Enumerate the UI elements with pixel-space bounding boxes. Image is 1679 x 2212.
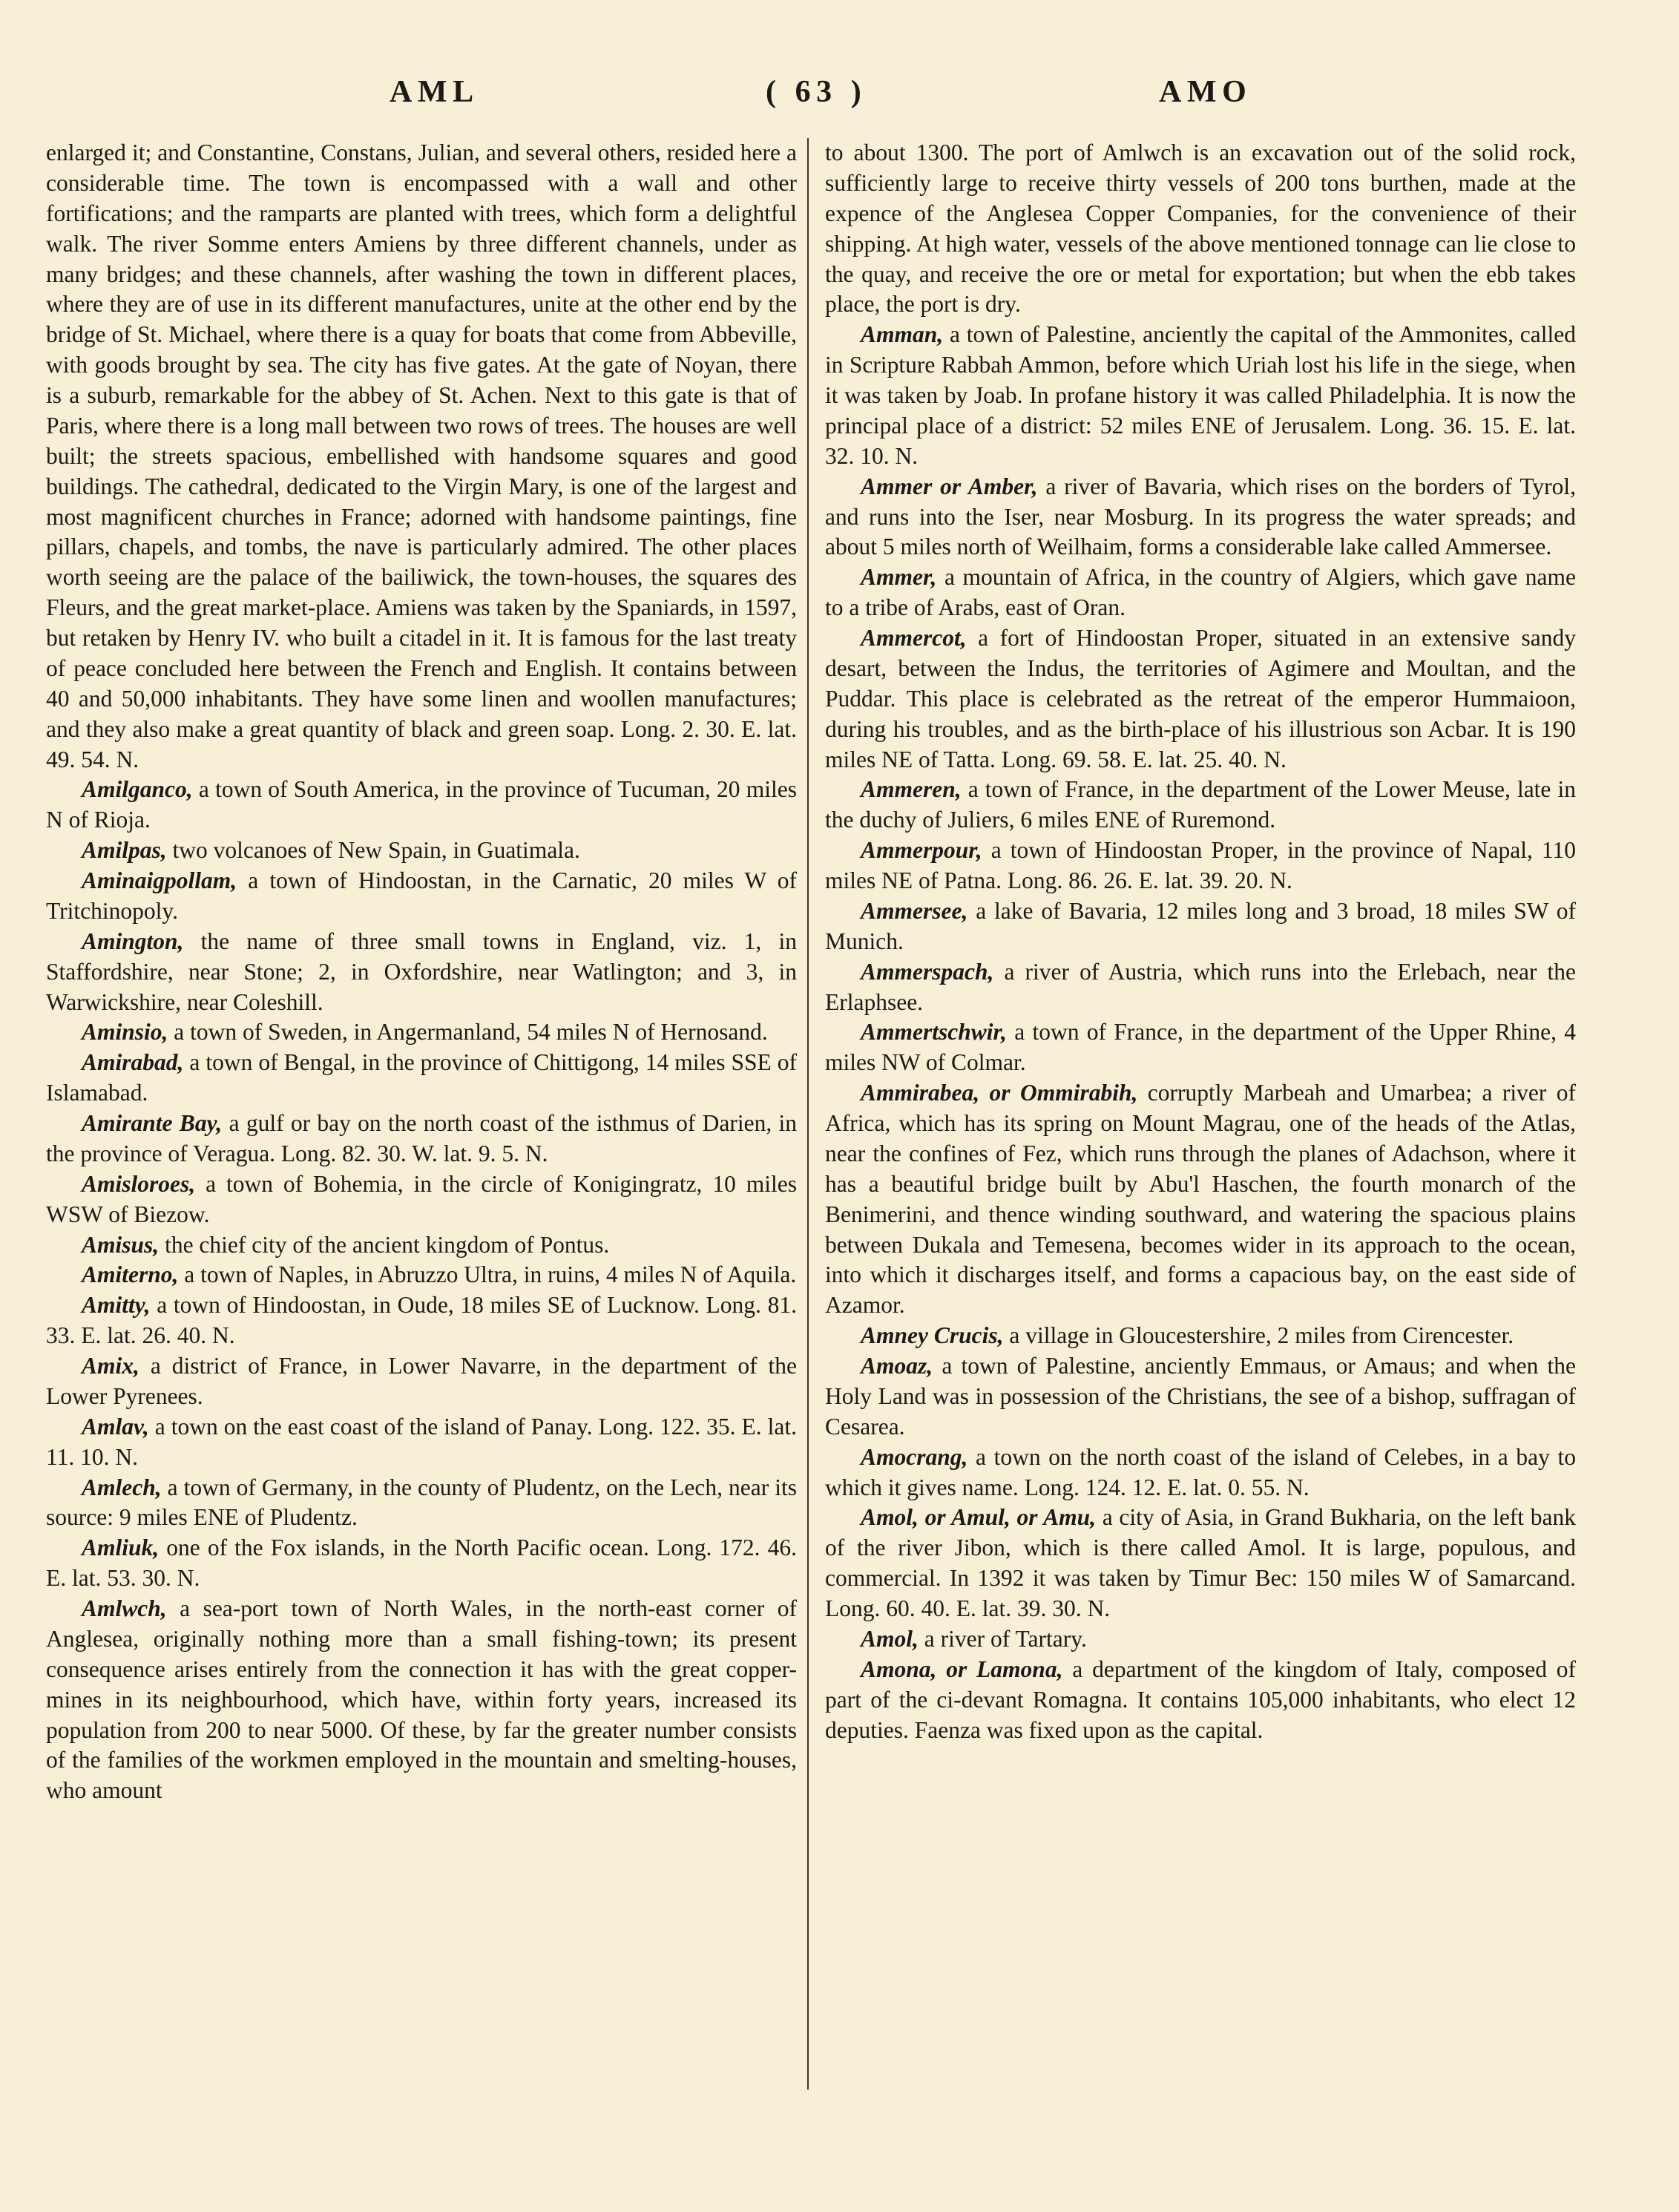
entry-text: to about 1300. The port of Amlwch is an excavation out of the solid rock, sufficiently large to receive thirty vessels of 200 tons burthen, made at the expence of the Anglesea Copper Companies, for the convenience of their shipping. At high water, vessels of the above mentioned tonnage can lie close to the quay, and receive the ore or metal for exportation; but when the ebb takes place, the port is dry. xyxy=(825,140,1576,318)
entry-headword: Amney Crucis, xyxy=(861,1322,1004,1349)
entry-text: a town on the north coast of the island of Celebes, in a bay to which it gives name. Long. 124. 12. E. lat. 0. 55. N. xyxy=(825,1443,1576,1500)
entry-headword: Amoaz, xyxy=(861,1353,933,1379)
dictionary-entry xyxy=(825,957,1576,1018)
entry-text: a river of Austria, which runs into the Erlebach, near the Erlaphsee. xyxy=(825,958,1576,1015)
entry-text: a town of Hindoostan, in Oude, 18 miles SE of Lucknow. Long. 81. 33. E. lat. 26. 40. N. xyxy=(46,1292,797,1349)
entry-text: a district of France, in Lower Navarre, in the department of the Lower Pyrenees. xyxy=(46,1353,797,1409)
entry-text: a mountain of Africa, in the country of Algiers, which gave name to a tribe of Arabs, east of Oran. xyxy=(825,564,1576,621)
dictionary-entry xyxy=(46,1290,797,1351)
entry-headword: Ammerpour, xyxy=(861,837,982,864)
dictionary-entry xyxy=(46,1017,797,1048)
column-divider xyxy=(807,138,809,2090)
dictionary-entry xyxy=(46,1412,797,1473)
entry-headword: Ammirabea, or Ommirabih, xyxy=(861,1080,1138,1106)
dictionary-entry xyxy=(825,1655,1576,1746)
entry-headword: Amol, or Amul, or Amu, xyxy=(861,1504,1097,1531)
entry-headword: Ammertschwir, xyxy=(861,1019,1007,1046)
dictionary-entry xyxy=(46,1109,797,1169)
dictionary-entry xyxy=(825,472,1576,563)
entry-headword: Amisus, xyxy=(82,1231,160,1258)
entry-text: a gulf or bay on the north coast of the isthmus of Darien, in the province of Veragua. Long. 82. 30. W. lat. 9. 5. N. xyxy=(46,1110,797,1166)
dictionary-entry xyxy=(46,927,797,1018)
entry-text: a city of Asia, in Grand Bukharia, on the left bank of the river Jibon, which is there called Amol. It is large, populous, and commercial. In 1392 it was taken by Timur Bec: 150 miles W of Samarcand. Long. 60. 40. E. lat. 39. 30. N. xyxy=(825,1504,1576,1621)
entry-text: a town of Hindoostan Proper, in the province of Napal, 110 miles NE of Patna. Long. 86. 26. E. lat. 39. 20. N. xyxy=(825,837,1576,893)
left-column xyxy=(46,138,797,2182)
entry-text: a lake of Bavaria, 12 miles long and 3 broad, 18 miles SW of Munich. xyxy=(825,897,1576,954)
dictionary-entry xyxy=(825,1017,1576,1078)
page-number: ( 63 ) xyxy=(766,75,867,109)
dictionary-entry xyxy=(46,1260,797,1290)
dictionary-entry xyxy=(46,1533,797,1594)
dictionary-entry xyxy=(825,1321,1576,1351)
entry-headword: Ammercot, xyxy=(861,625,967,651)
entry-headword: Amington, xyxy=(82,928,184,954)
entry-headword: Amman, xyxy=(861,321,944,348)
entry-headword: Ammersee, xyxy=(861,897,968,924)
dictionary-entry xyxy=(825,320,1576,471)
entry-text: a town on the east coast of the island of Panay. Long. 122. 35. E. lat. 11. 10. N. xyxy=(46,1413,797,1470)
dictionary-entry xyxy=(825,1503,1576,1624)
dictionary-entry xyxy=(46,1594,797,1806)
entry-headword: Amliuk, xyxy=(82,1535,160,1561)
entry-text: a town of Palestine, anciently the capital of the Ammonites, called in Scripture Rabbah Ammon, before which Uriah lost his life in the siege, when it was taken by Joab. In profane history it was called Philadelphia. It is now the principal place of a district: 52 miles ENE of Jerusalem. Long. 36. 15. E. lat. 32. 10. N. xyxy=(825,321,1576,469)
entry-headword: Amix, xyxy=(82,1353,139,1379)
entry-headword: Amona, or Lamona, xyxy=(861,1655,1063,1682)
dictionary-entry xyxy=(825,1078,1576,1321)
dictionary-entry xyxy=(825,775,1576,836)
dictionary-entry xyxy=(825,896,1576,957)
dictionary-entry xyxy=(825,836,1576,896)
dictionary-entry xyxy=(46,1351,797,1412)
header-left-guideword: AML xyxy=(390,75,479,109)
dictionary-entry xyxy=(825,1351,1576,1443)
entry-text: a town of Germany, in the county of Pludentz, on the Lech, near its source: 9 miles ENE of Pludentz. xyxy=(46,1474,797,1531)
dictionary-entry xyxy=(825,1624,1576,1655)
entry-headword: Ammeren, xyxy=(861,776,962,803)
dictionary-entry xyxy=(46,1048,797,1109)
entry-headword: Amitty, xyxy=(82,1292,151,1319)
entry-text: a river of Tartary. xyxy=(924,1625,1087,1652)
entry-text: a town of France, in the department of the Upper Rhine, 4 miles NW of Colmar. xyxy=(825,1019,1576,1076)
entry-text: a sea-port town of North Wales, in the north-east corner of Anglesea, originally nothing more than a small fishing-town; its present consequence arises entirely from the connection it has with the great copper-mines in its neighbourhood, which have, within forty years, increased its population from 200 to near 5000. Of these, by far the greater number consists of the families of the workmen employed in the mountain and smelting-houses, who amount xyxy=(46,1595,797,1804)
entry-text: a town of South America, in the province of Tucuman, 20 miles N of Rioja. xyxy=(46,776,797,833)
entry-headword: Amirabad, xyxy=(82,1049,184,1076)
dictionary-entry xyxy=(46,775,797,836)
dictionary-entry xyxy=(825,1443,1576,1503)
entry-headword: Amlech, xyxy=(82,1474,162,1500)
entry-text: a town of Sweden, in Angermanland, 54 miles N of Hernosand. xyxy=(174,1019,768,1046)
entry-headword: Amirante Bay, xyxy=(82,1110,223,1136)
entry-headword: Amocrang, xyxy=(861,1443,968,1470)
header-right-guideword: AMO xyxy=(1159,75,1252,109)
entry-headword: Amol, xyxy=(861,1625,919,1652)
entry-headword: Amlwch, xyxy=(82,1595,167,1621)
entry-text: one of the Fox islands, in the North Pacific ocean. Long. 172. 46. E. lat. 53. 30. N. xyxy=(46,1535,797,1592)
entry-text: a town of Palestine, anciently Emmaus, or Amaus; and when the Holy Land was in possession of the Christians, the see of a bishop, suffragan of Cesarea. xyxy=(825,1353,1576,1440)
entry-text: the name of three small towns in England, viz. 1, in Staffordshire, near Stone; 2, in Oxfordshire, near Watlington; and 3, in Warwickshire, near Coleshill. xyxy=(46,928,797,1015)
entry-text: a town of Bengal, in the province of Chittigong, 14 miles SSE of Islamabad. xyxy=(46,1049,797,1106)
entry-text: a village in Gloucestershire, 2 miles from Cirencester. xyxy=(1009,1322,1514,1349)
entry-headword: Aminsio, xyxy=(82,1019,168,1046)
entry-headword: Ammer or Amber, xyxy=(861,473,1038,499)
entry-text: a fort of Hindoostan Proper, situated in an extensive sandy desart, between the Indus, the territories of Agimere and Moultan, and the Puddar. This place is celebrated as the retreat of the emperor Hummaioon, during his troubles, and as the birth-place of his illustrious son Acbar. It is 190 miles NE of Tatta. Long. 69. 58. E. lat. 25. 40. N. xyxy=(825,625,1576,772)
entry-text: a department of the kingdom of Italy, composed of part of the ci-devant Romagna. It contains 105,000 inhabitants, who elect 12 deputies. Faenza was fixed upon as the capital. xyxy=(825,1655,1576,1743)
right-column xyxy=(825,138,1576,2182)
continued-entry xyxy=(46,138,797,775)
entry-headword: Amisloroes, xyxy=(82,1170,196,1197)
dictionary-entry xyxy=(46,866,797,927)
entry-text: enlarged it; and Constantine, Constans, Julian, and several others, resided here a considerable time. The town is encompassed with a wall and other fortifications; and the ramparts are planted with trees, which form a delightful walk. The river Somme enters Amiens by three different channels, under as many bridges; and these channels, after washing the town in different places, where they are of use in its different manufactures, unite at the other end by the bridge of St. Michael, where there is a quay for boats that come from Abbeville, with goods brought by sea. The city has five gates. At the gate of Noyan, there is a suburb, remarkable for the abbey of St. Achen. Next to this gate is that of Paris, where there is a long mall between two rows of trees. The houses are well built; the streets spacious, embellished with handsome squares and good buildings. The cathedral, dedicated to the Virgin Mary, is one of the largest and most magnificent churches in France; adorned with handsome paintings, fine pillars, chapels, and tombs, the nave is particularly admired. The other places worth seeing are the palace of the bailiwick, the town-houses, the squares des Fleurs, and the great market-place. Amiens was taken by the Spaniards, in 1597, but retaken by Henry IV. who built a citadel in it. It is famous for the last treaty of peace concluded here between the French and English. It contains between 40 and 50,000 inhabitants. They have some linen and woollen manufactures; and they also make a great quantity of black and green soap. Long. 2. 30. E. lat. 49. 54. N. xyxy=(46,140,797,772)
entry-headword: Ammerspach, xyxy=(861,958,994,985)
entry-headword: Ammer, xyxy=(861,564,937,591)
entry-text: a town of Hindoostan, in the Carnatic, 20 miles W of Tritchinopoly. xyxy=(46,867,797,924)
dictionary-entry xyxy=(46,1473,797,1534)
dictionary-entry xyxy=(46,1169,797,1230)
entry-headword: Amlav, xyxy=(82,1413,149,1440)
entry-headword: Aminaigpollam, xyxy=(82,867,237,893)
dictionary-entry xyxy=(46,836,797,866)
continued-entry xyxy=(825,138,1576,320)
entry-headword: Amilpas, xyxy=(82,837,167,864)
entry-text: a town of France, in the department of the Lower Meuse, late in the duchy of Juliers, 6 miles ENE of Ruremond. xyxy=(825,776,1576,833)
entry-headword: Amilganco, xyxy=(82,776,193,803)
dictionary-entry xyxy=(825,562,1576,623)
entry-text: a town of Naples, in Abruzzo Ultra, in ruins, 4 miles N of Aquila. xyxy=(184,1261,797,1288)
entry-text: a town of Bohemia, in the circle of Konigingratz, 10 miles WSW of Biezow. xyxy=(46,1170,797,1227)
entry-text: corruptly Marbeah and Umarbea; a river of Africa, which has its spring on Mount Magrau, one of the heads of the Atlas, near the confines of Fez, which runs through the planes of Adachson, where it has a beautiful bridge built by Abu'l Haschen, the fourth monarch of the Benimerini, and thence winding southward, and watering the spacious plains between Dukala and Temesena, becomes wider in its approach to the ocean, into which it discharges itself, and forms a capacious bay, on the east side of Azamor. xyxy=(825,1080,1576,1319)
entry-text: a river of Bavaria, which rises on the borders of Tyrol, and runs into the Iser, near Mosburg. In its progress the water spreads; and about 5 miles north of Weilhaim, forms a considerable lake called Ammersee. xyxy=(825,473,1576,560)
entry-text: the chief city of the ancient kingdom of Pontus. xyxy=(165,1231,610,1258)
dictionary-entry xyxy=(46,1230,797,1261)
dictionary-entry xyxy=(825,623,1576,775)
entry-headword: Amiterno, xyxy=(82,1261,179,1288)
entry-text: two volcanoes of New Spain, in Guatimala. xyxy=(172,837,580,864)
